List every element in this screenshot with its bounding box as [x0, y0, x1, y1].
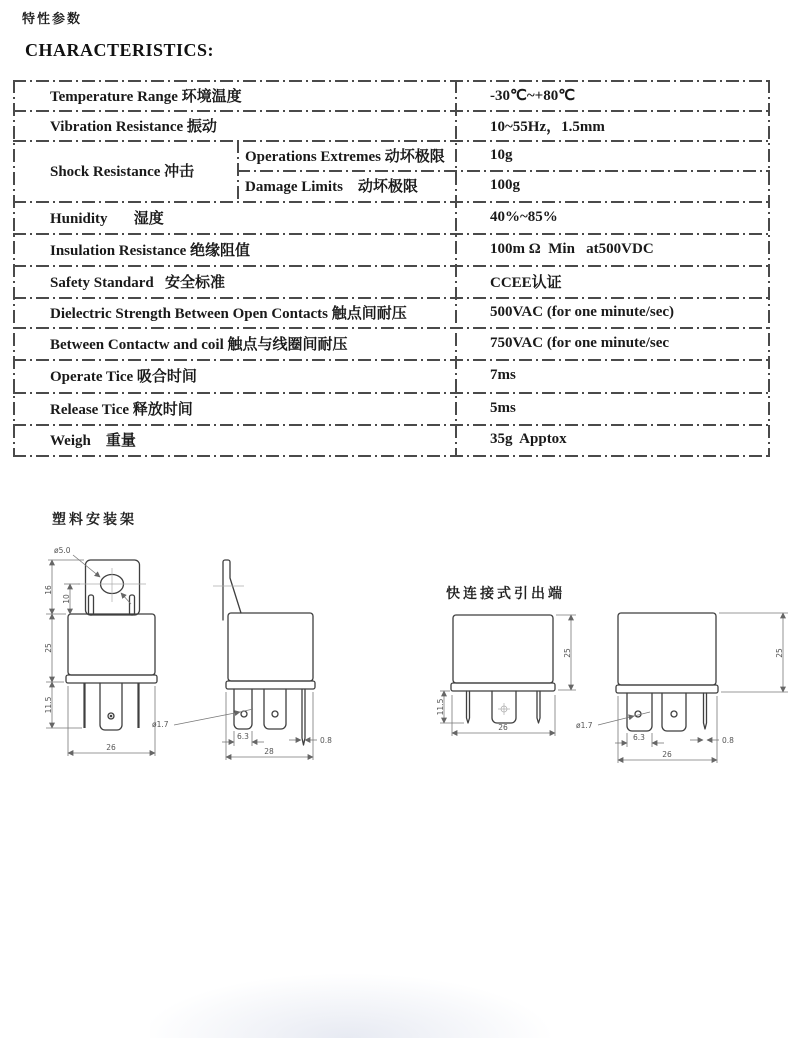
- side-view-with-bracket: [152, 560, 332, 760]
- dimension-label: 0.8: [722, 736, 734, 745]
- page-title: CHARACTERISTICS:: [25, 40, 215, 60]
- table-divider: [13, 455, 770, 457]
- dimension-label: 6.3: [237, 732, 249, 741]
- dimension-label: 28: [264, 747, 274, 756]
- spec-value-humidity: 40%~85%: [490, 208, 558, 225]
- dimension-label: 26: [662, 750, 672, 759]
- spec-label-operations-extremes: Operations Extremes 动坏极限: [245, 148, 445, 165]
- dimension-label: ø1.7: [152, 720, 169, 729]
- spec-value-operate-time: 7ms: [490, 367, 516, 383]
- front-view-with-bracket: [44, 546, 157, 756]
- spec-value-dielectric: 500VAC (for one minute/sec): [490, 303, 675, 320]
- table-column-divider: [455, 80, 457, 457]
- spec-label-temperature: Temperature Range 环境温度: [50, 88, 242, 105]
- spec-label-contact-coil: Between Contactw and coil 触点与线圈间耐压: [50, 336, 348, 353]
- quick-connect-version-label: 快连接式引出端: [446, 586, 565, 602]
- dimension-label: ø5.0: [54, 546, 71, 555]
- outline-drawings: [0, 500, 790, 830]
- spec-label-release-time: Release Tice 释放时间: [50, 401, 193, 418]
- page-background-tint: [150, 948, 670, 1038]
- dimension-label: 0.8: [320, 736, 332, 745]
- dimension-label: 10: [62, 594, 71, 604]
- dimension-label: 16: [44, 585, 53, 595]
- spec-value-operations-extremes: 10g: [490, 146, 513, 163]
- characteristics-table: [13, 80, 770, 457]
- table-border-left: [13, 80, 15, 457]
- dimension-label: 26: [498, 723, 508, 732]
- spec-label-vibration: Vibration Resistance 振动: [50, 118, 217, 135]
- spec-value-weight: 35g Apptox: [490, 431, 567, 447]
- bracket-version-label: 塑料安装架: [52, 512, 137, 528]
- dimension-label: 25: [44, 643, 53, 653]
- spec-label-insulation: Insulation Resistance 绝缘阻值: [50, 242, 251, 259]
- spec-value-safety: CCEE认证: [490, 274, 562, 291]
- spec-value-vibration: 10~55Hz，1.5mm: [490, 118, 605, 135]
- side-view-quick-connect: [576, 613, 788, 763]
- spec-value-damage-limits: 100g: [490, 177, 520, 193]
- spec-value-temperature: -30℃~+80℃: [490, 87, 576, 104]
- dimension-label: 25: [563, 648, 572, 658]
- dimension-label: ø1.7: [576, 721, 593, 730]
- dimension-label: 25: [775, 648, 784, 658]
- spec-value-insulation: 100m Ω Min at500VDC: [490, 240, 654, 257]
- dimension-label: 11.5: [436, 698, 445, 716]
- dimension-label: 11.5: [44, 696, 53, 714]
- page-title-chinese: 特性参数: [22, 12, 83, 27]
- spec-label-humidity: Hunidity 湿度: [50, 210, 164, 227]
- spec-label-damage-limits: Damage Limits 动坏极限: [245, 179, 418, 195]
- spec-label-dielectric: Dielectric Strength Between Open Contacts 触点间耐压: [50, 305, 407, 322]
- spec-label-safety: Safety Standard 安全标准: [50, 274, 226, 291]
- spec-value-release-time: 5ms: [490, 399, 516, 416]
- spec-label-shock: Shock Resistance 冲击: [50, 164, 195, 180]
- dimension-label: 6.3: [633, 733, 645, 742]
- spec-value-contact-coil: 750VAC (for one minute/sec: [490, 334, 670, 351]
- dimension-label: 26: [106, 743, 116, 752]
- spec-label-weight: Weigh 重量: [50, 433, 136, 449]
- spec-label-operate-time: Operate Tice 吸合时间: [50, 369, 197, 385]
- table-border-right: [768, 80, 770, 457]
- front-view-quick-connect: [436, 615, 576, 736]
